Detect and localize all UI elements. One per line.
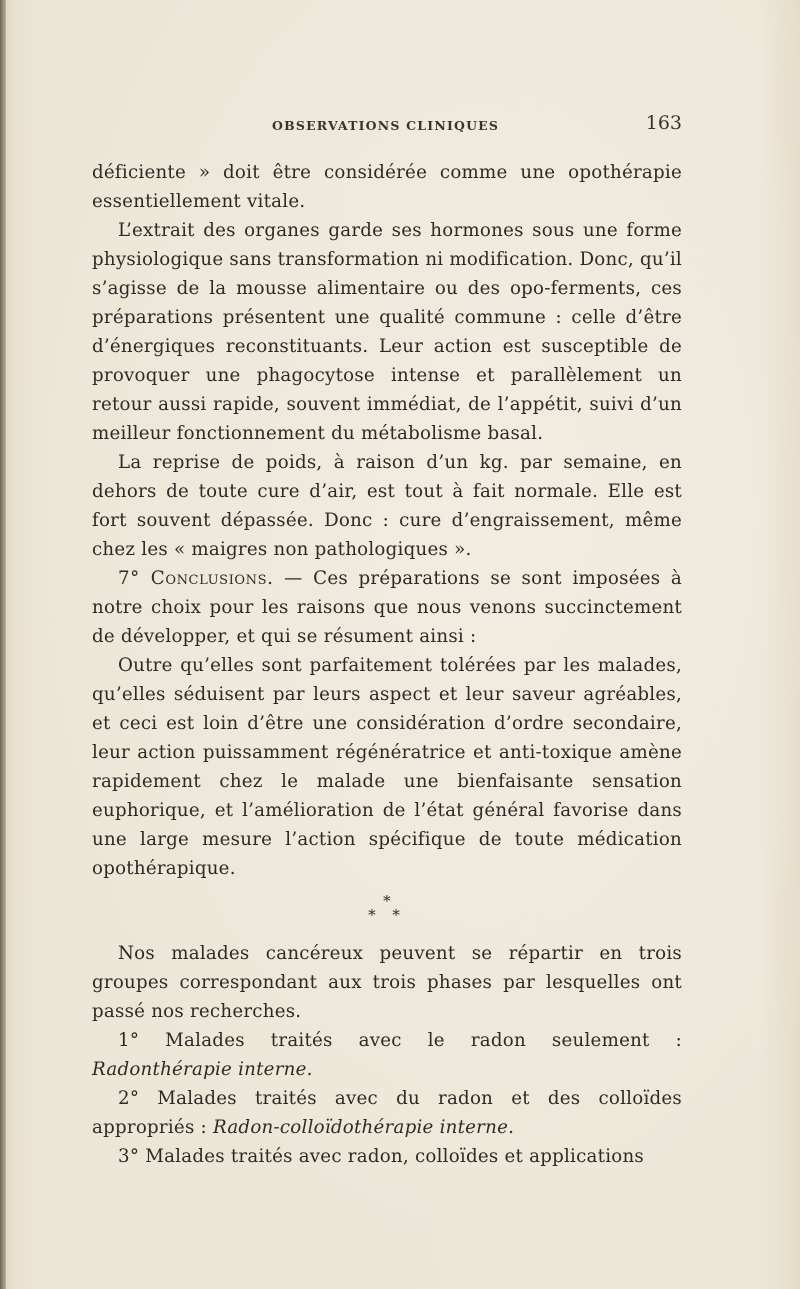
asterism-separator xyxy=(92,883,682,939)
running-head xyxy=(96,112,682,138)
asterism-top: * xyxy=(383,892,391,910)
page-spine-shadow xyxy=(0,0,6,1289)
group-2-text: 2° Malades traités avec du radon et des colloïdes appropriés : xyxy=(92,1088,682,1138)
paragraph-reprise-poids: La reprise de poids, à raison d’un kg. par semaine, en dehors de toute cure d’air, est tout à fait normale. Elle est fort souvent dépassée. Donc : cure d’engraissement, même chez les « maigres non pathologiques ». xyxy=(92,452,682,560)
paragraph-conclusions xyxy=(92,564,682,651)
asterism-bottom: * * xyxy=(368,906,406,924)
group-2-italic: Radon-colloïdothérapie interne. xyxy=(212,1117,515,1138)
group-1-italic: Radonthérapie interne. xyxy=(92,1059,313,1080)
paragraph-outre: Outre qu’elles sont parfaitement tolérées par les malades, qu’elles séduisent par leurs aspect et leur saveur agréables, et ceci est loin d’être une considération d’ordre secondaire, leur action puissamment régénératrice et anti-toxique amène rapidement chez le malade une bienfaisante sensation euphorique, et l’amélioration de l’état général favorise dans une large mesure l’action spécifique de toute médication opothérapique. xyxy=(92,655,682,879)
conclusions-text: — Ces préparations se sont imposées à notre choix pour les raisons que nous venons succinctement de développer, et qui se résument ainsi : xyxy=(92,568,682,647)
body-text xyxy=(92,158,682,1171)
list-item-group-2 xyxy=(92,1084,682,1142)
page-number: 163 xyxy=(645,112,682,134)
running-title: OBSERVATIONS CLINIQUES xyxy=(272,118,500,133)
paragraph-groupes: Nos malades cancéreux peuvent se répartir en trois groupes correspondant aux trois phases par lesquelles ont passé nos recherches. xyxy=(92,943,682,1022)
list-item-group-1 xyxy=(92,1026,682,1084)
paragraph-continuation: déficiente » doit être considérée comme une opothérapie essentiellement vitale. xyxy=(92,162,682,212)
group-1-text: 1° Malades traités avec le radon seulement : xyxy=(118,1030,682,1051)
list-item-group-3: 3° Malades traités avec radon, colloïdes et applications xyxy=(118,1146,645,1167)
conclusions-heading: 7° Conclusions. xyxy=(118,568,274,589)
paragraph-extrait: L’extrait des organes garde ses hormones sous une forme physiologique sans transformation ni modification. Donc, qu’il s’agisse de la mousse alimentaire ou des opo-ferments, ces préparations présentent une qualité commune : celle d’être d’énergiques reconstituants. Leur action est susceptible de provoquer une phagocytose intense et parallèlement un retour aussi rapide, souvent immédiat, de l’appétit, suivi d’un meilleur fonctionnement du métabolisme basal. xyxy=(92,220,682,444)
